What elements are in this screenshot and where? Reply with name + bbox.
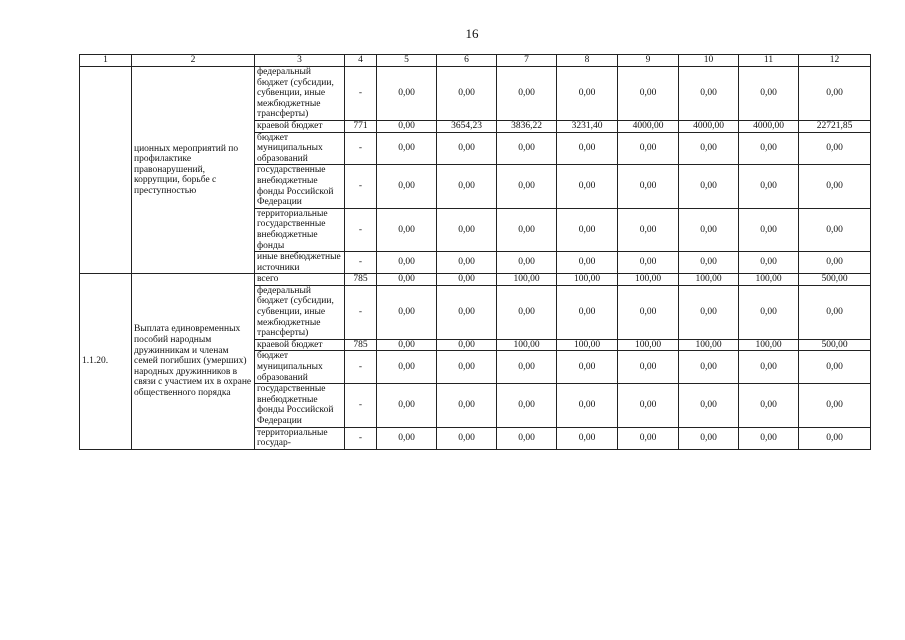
amount-cell: 0,00 [739, 165, 799, 208]
amount-cell: 0,00 [618, 351, 679, 384]
funding-source: бюджет муниципальных образований [255, 351, 345, 384]
amount-cell: 0,00 [377, 339, 437, 351]
budget-code: - [345, 252, 377, 274]
amount-cell: 0,00 [799, 427, 871, 449]
amount-cell: 0,00 [437, 339, 497, 351]
amount-cell: 0,00 [618, 132, 679, 165]
budget-code: - [345, 427, 377, 449]
amount-cell: 0,00 [377, 274, 437, 286]
funding-source: иные внебюджетные источники [255, 252, 345, 274]
column-header: 11 [739, 55, 799, 67]
amount-cell: 0,00 [799, 132, 871, 165]
amount-cell: 0,00 [497, 384, 557, 427]
amount-cell: 500,00 [799, 274, 871, 286]
amount-cell: 100,00 [557, 339, 618, 351]
budget-code: - [345, 132, 377, 165]
amount-cell: 0,00 [437, 132, 497, 165]
amount-cell: 0,00 [437, 274, 497, 286]
budget-table [79, 54, 871, 450]
amount-cell: 0,00 [679, 285, 739, 339]
amount-cell: 0,00 [739, 285, 799, 339]
amount-cell: 0,00 [497, 252, 557, 274]
column-header: 9 [618, 55, 679, 67]
amount-cell: 0,00 [557, 351, 618, 384]
amount-cell: 0,00 [497, 427, 557, 449]
budget-code: 771 [345, 120, 377, 132]
item-number: 1.1.20. [80, 274, 132, 450]
column-header: 5 [377, 55, 437, 67]
table-row [80, 274, 871, 286]
budget-code: 785 [345, 274, 377, 286]
amount-cell: 0,00 [557, 384, 618, 427]
budget-code: - [345, 165, 377, 208]
column-header: 1 [80, 55, 132, 67]
amount-cell: 0,00 [799, 252, 871, 274]
amount-cell: 0,00 [618, 252, 679, 274]
amount-cell: 0,00 [497, 208, 557, 251]
amount-cell: 0,00 [497, 165, 557, 208]
funding-source: федеральный бюджет (субсидии, субвенции, иные межбюджетные трансферты) [255, 67, 345, 121]
amount-cell: 0,00 [679, 165, 739, 208]
budget-code: - [345, 67, 377, 121]
funding-source: краевой бюджет [255, 120, 345, 132]
amount-cell: 100,00 [557, 274, 618, 286]
amount-cell: 0,00 [618, 384, 679, 427]
amount-cell: 0,00 [679, 132, 739, 165]
amount-cell: 0,00 [557, 252, 618, 274]
amount-cell: 0,00 [437, 252, 497, 274]
amount-cell: 0,00 [437, 351, 497, 384]
amount-cell: 0,00 [377, 285, 437, 339]
budget-code: - [345, 208, 377, 251]
amount-cell: 0,00 [497, 132, 557, 165]
amount-cell: 0,00 [557, 285, 618, 339]
budget-code: - [345, 384, 377, 427]
amount-cell: 4000,00 [679, 120, 739, 132]
funding-source: федеральный бюджет (субсидии, субвенции, иные межбюджетные трансферты) [255, 285, 345, 339]
amount-cell: 0,00 [739, 427, 799, 449]
amount-cell: 100,00 [618, 339, 679, 351]
amount-cell: 0,00 [437, 67, 497, 121]
amount-cell: 0,00 [799, 208, 871, 251]
amount-cell: 3654,23 [437, 120, 497, 132]
amount-cell: 0,00 [377, 252, 437, 274]
column-header: 8 [557, 55, 618, 67]
amount-cell: 0,00 [497, 351, 557, 384]
amount-cell: 0,00 [377, 384, 437, 427]
column-header: 2 [132, 55, 255, 67]
amount-cell: 0,00 [739, 208, 799, 251]
amount-cell: 500,00 [799, 339, 871, 351]
funding-source: краевой бюджет [255, 339, 345, 351]
amount-cell: 0,00 [437, 427, 497, 449]
amount-cell: 0,00 [497, 285, 557, 339]
item-description: Выплата единовременных пособий народным дружинникам и членам семей погибших (умерших) народных дружинников в связи с участием их в охране общественного порядка [132, 274, 255, 450]
amount-cell: 0,00 [377, 351, 437, 384]
amount-cell: 0,00 [437, 165, 497, 208]
item-description: ционных мероприятий по профилактике правонарушений, коррупции, борьбе с преступностью [132, 67, 255, 274]
funding-source: бюджет муниципальных образований [255, 132, 345, 165]
amount-cell: 100,00 [618, 274, 679, 286]
funding-source: государственные внебюджетные фонды Российской Федерации [255, 384, 345, 427]
column-header: 12 [799, 55, 871, 67]
table-row [80, 67, 871, 121]
amount-cell: 0,00 [618, 285, 679, 339]
column-header: 6 [437, 55, 497, 67]
item-number [80, 67, 132, 274]
amount-cell: 0,00 [739, 252, 799, 274]
amount-cell: 0,00 [679, 384, 739, 427]
amount-cell: 0,00 [739, 67, 799, 121]
amount-cell: 0,00 [618, 67, 679, 121]
amount-cell: 0,00 [679, 427, 739, 449]
amount-cell: 0,00 [557, 427, 618, 449]
amount-cell: 0,00 [557, 165, 618, 208]
amount-cell: 0,00 [799, 351, 871, 384]
amount-cell: 0,00 [739, 351, 799, 384]
amount-cell: 0,00 [679, 252, 739, 274]
amount-cell: 0,00 [618, 165, 679, 208]
column-number-header [80, 55, 871, 67]
amount-cell: 0,00 [377, 67, 437, 121]
amount-cell: 0,00 [618, 208, 679, 251]
amount-cell: 0,00 [557, 208, 618, 251]
funding-source: территориальные государ- [255, 427, 345, 449]
column-header: 7 [497, 55, 557, 67]
amount-cell: 100,00 [739, 339, 799, 351]
funding-source: территориальные государственные внебюджетные фонды [255, 208, 345, 251]
amount-cell: 4000,00 [618, 120, 679, 132]
amount-cell: 0,00 [497, 67, 557, 121]
column-header: 3 [255, 55, 345, 67]
funding-source: государственные внебюджетные фонды Российской Федерации [255, 165, 345, 208]
amount-cell: 0,00 [799, 285, 871, 339]
amount-cell: 0,00 [437, 208, 497, 251]
budget-code: - [345, 351, 377, 384]
amount-cell: 0,00 [679, 351, 739, 384]
amount-cell: 0,00 [437, 285, 497, 339]
amount-cell: 0,00 [377, 120, 437, 132]
budget-code: - [345, 285, 377, 339]
amount-cell: 0,00 [377, 132, 437, 165]
amount-cell: 0,00 [557, 132, 618, 165]
amount-cell: 0,00 [679, 67, 739, 121]
column-header: 4 [345, 55, 377, 67]
amount-cell: 0,00 [739, 384, 799, 427]
budget-code: 785 [345, 339, 377, 351]
amount-cell: 3836,22 [497, 120, 557, 132]
amount-cell: 0,00 [799, 165, 871, 208]
amount-cell: 0,00 [437, 384, 497, 427]
amount-cell: 0,00 [557, 67, 618, 121]
amount-cell: 100,00 [497, 274, 557, 286]
amount-cell: 100,00 [679, 274, 739, 286]
amount-cell: 0,00 [679, 208, 739, 251]
amount-cell: 0,00 [799, 384, 871, 427]
amount-cell: 0,00 [618, 427, 679, 449]
amount-cell: 100,00 [739, 274, 799, 286]
amount-cell: 0,00 [739, 132, 799, 165]
amount-cell: 4000,00 [739, 120, 799, 132]
amount-cell: 100,00 [679, 339, 739, 351]
column-header: 10 [679, 55, 739, 67]
page-number: 16 [465, 26, 479, 41]
amount-cell: 0,00 [377, 165, 437, 208]
amount-cell: 0,00 [799, 67, 871, 121]
amount-cell: 0,00 [377, 427, 437, 449]
amount-cell: 3231,40 [557, 120, 618, 132]
amount-cell: 22721,85 [799, 120, 871, 132]
funding-source: всего [255, 274, 345, 286]
amount-cell: 0,00 [377, 208, 437, 251]
amount-cell: 100,00 [497, 339, 557, 351]
